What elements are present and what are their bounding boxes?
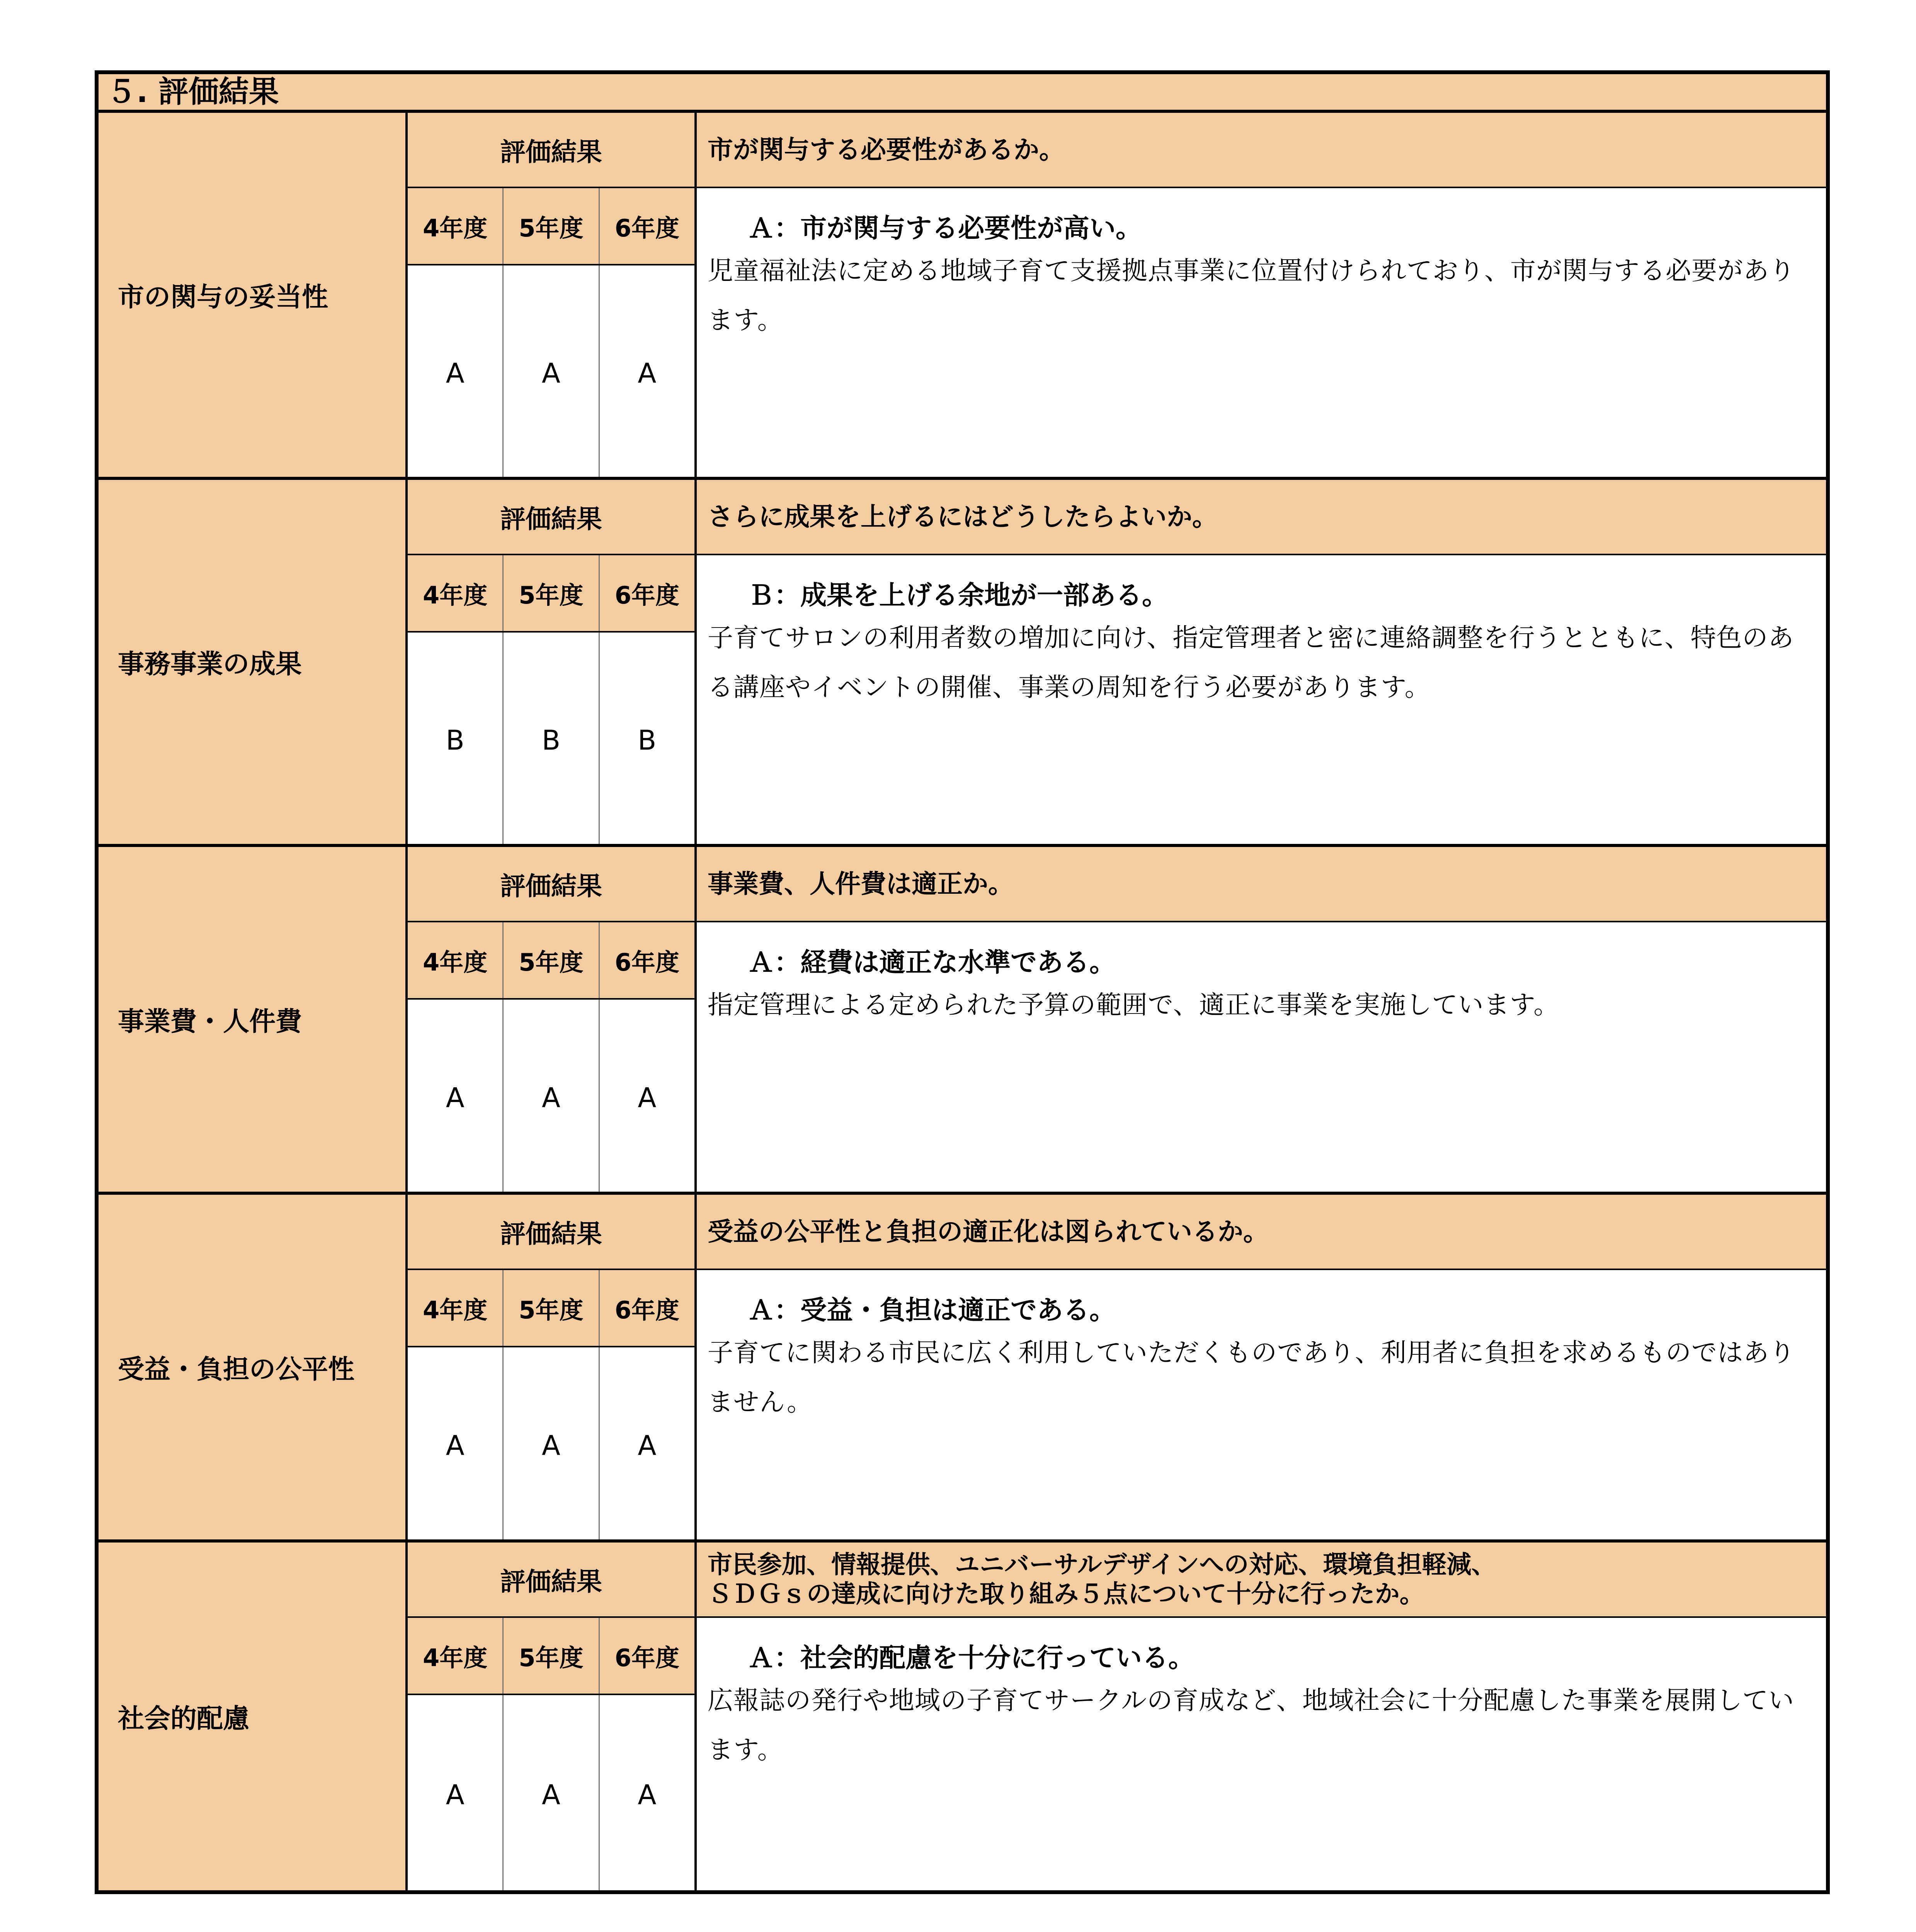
- grade-year-4: B: [446, 724, 465, 756]
- grade-year-5: A: [502, 1000, 598, 1192]
- rating-header: 評価結果: [408, 480, 694, 555]
- grade-year-6: A: [599, 1695, 694, 1890]
- year-header-6: 6年度: [599, 922, 694, 998]
- evaluation-question-text: さらに成果を上げるにはどうしたらよいか。: [708, 502, 1218, 532]
- evaluation-description: [697, 847, 1826, 1192]
- year-header-5: 5年度: [502, 1618, 598, 1694]
- evaluation-question: [697, 480, 1826, 555]
- criterion-label-text: 事務事業の成果: [118, 649, 302, 680]
- years-row: [408, 555, 694, 633]
- evaluation-question-text: 市が関与する必要性があるか。: [708, 134, 1065, 165]
- rating-header: 評価結果: [408, 847, 694, 922]
- evaluation-question: [697, 847, 1826, 922]
- grade-year-6: B: [599, 633, 694, 844]
- evaluation-section: [99, 1543, 1826, 1890]
- year-header-6: 6年度: [599, 1618, 694, 1694]
- criterion-label-text: 事業費・人件費: [118, 1006, 302, 1037]
- rating-header: 評価結果: [408, 1195, 694, 1270]
- evaluation-question-text: 市民参加、情報提供、ユニバーサルデザインへの対応、環境負担軽減、 ＳＤＧｓの達成に向けた取り組み５点について十分に行ったか。: [708, 1550, 1496, 1609]
- grade-year-5: A: [502, 1347, 598, 1539]
- evaluation-question: [697, 113, 1826, 188]
- grades-row: [408, 1000, 694, 1192]
- rating-grid: [408, 480, 697, 844]
- years-row: [408, 922, 694, 1000]
- evaluation-description: [697, 1195, 1826, 1539]
- year-header-4: 4年度: [423, 948, 488, 976]
- year-header-4: 4年度: [423, 1643, 488, 1672]
- criterion-label-text: 受益・負担の公平性: [118, 1354, 355, 1385]
- grade-year-5: A: [502, 265, 598, 477]
- years-row: [408, 1270, 694, 1347]
- evaluation-section: [99, 480, 1826, 847]
- grade-year-6: A: [599, 1347, 694, 1539]
- grade-year-4: A: [446, 1779, 465, 1811]
- rating-header: 評価結果: [408, 1543, 694, 1618]
- evaluation-section: [99, 113, 1826, 480]
- grade-year-4: A: [446, 357, 465, 389]
- year-header-5: 5年度: [502, 555, 598, 631]
- rating-grid: [408, 113, 697, 477]
- grades-row: [408, 633, 694, 844]
- criterion-label: [99, 1195, 408, 1539]
- grade-year-5: B: [502, 633, 598, 844]
- year-header-4: 4年度: [423, 1296, 488, 1324]
- year-header-4: 4年度: [423, 214, 488, 242]
- criterion-label: [99, 1543, 408, 1890]
- year-header-6: 6年度: [599, 1270, 694, 1346]
- grade-year-4: A: [446, 1429, 465, 1461]
- grade-year-4: A: [446, 1082, 465, 1114]
- evaluation-description: [697, 1543, 1826, 1890]
- grades-row: [408, 1347, 694, 1539]
- grade-year-6: A: [599, 1000, 694, 1192]
- evaluation-question: [697, 1195, 1826, 1270]
- years-row: [408, 1618, 694, 1695]
- evaluation-description: [697, 113, 1826, 477]
- evaluation-comment: 児童福祉法に定める地域子育て支援拠点事業に位置付けられており、市が関与する必要があります。: [708, 256, 1795, 335]
- evaluation-verdict: Ｂ：成果を上げる余地が一部ある。: [748, 580, 1169, 611]
- evaluation-comment: 広報誌の発行や地域の子育てサークルの育成など、地域社会に十分配慮した事業を展開しています。: [708, 1685, 1795, 1765]
- evaluation-verdict: Ａ：社会的配慮を十分に行っている。: [748, 1643, 1195, 1673]
- grade-year-5: A: [502, 1695, 598, 1890]
- evaluation-verdict: Ａ：経費は適正な水準である。: [748, 947, 1116, 978]
- evaluation-verdict: Ａ：市が関与する必要性が高い。: [748, 213, 1142, 244]
- rating-header: 評価結果: [408, 113, 694, 188]
- grade-year-6: A: [599, 265, 694, 477]
- rating-grid: [408, 1195, 697, 1539]
- rating-grid: [408, 1543, 697, 1890]
- rating-grid: [408, 847, 697, 1192]
- criterion-label-text: 社会的配慮: [118, 1703, 250, 1734]
- criterion-label: [99, 113, 408, 477]
- evaluation-comment: 指定管理による定められた予算の範囲で、適正に事業を実施しています。: [708, 990, 1560, 1020]
- year-header-6: 6年度: [599, 555, 694, 631]
- evaluation-section: [99, 847, 1826, 1195]
- criterion-label: [99, 480, 408, 844]
- evaluation-question-text: 事業費、人件費は適正か。: [708, 869, 1014, 899]
- evaluation-question: [697, 1543, 1826, 1618]
- evaluation-description: [697, 480, 1826, 844]
- evaluation-sections: [99, 113, 1826, 1890]
- year-header-5: 5年度: [502, 922, 598, 998]
- years-row: [408, 188, 694, 265]
- grades-row: [408, 265, 694, 477]
- evaluation-comment: 子育てサロンの利用者数の増加に向け、指定管理者と密に連絡調整を行うとともに、特色のある講座やイベントの開催、事業の周知を行う必要があります。: [708, 623, 1794, 702]
- evaluation-comment: 子育てに関わる市民に広く利用していただくものであり、利用者に負担を求めるものではありません。: [708, 1338, 1795, 1417]
- criterion-label: [99, 847, 408, 1192]
- section-title: ５. 評価結果: [99, 74, 1826, 113]
- evaluation-section: [99, 1195, 1826, 1543]
- evaluation-verdict: Ａ：受益・負担は適正である。: [748, 1295, 1116, 1326]
- year-header-4: 4年度: [423, 581, 488, 609]
- year-header-6: 6年度: [599, 188, 694, 264]
- evaluation-question-text: 受益の公平性と負担の適正化は図られているか。: [708, 1216, 1269, 1247]
- evaluation-results-table: [95, 70, 1830, 1894]
- grades-row: [408, 1695, 694, 1890]
- year-header-5: 5年度: [502, 1270, 598, 1346]
- criterion-label-text: 市の関与の妥当性: [118, 282, 328, 313]
- year-header-5: 5年度: [502, 188, 598, 264]
